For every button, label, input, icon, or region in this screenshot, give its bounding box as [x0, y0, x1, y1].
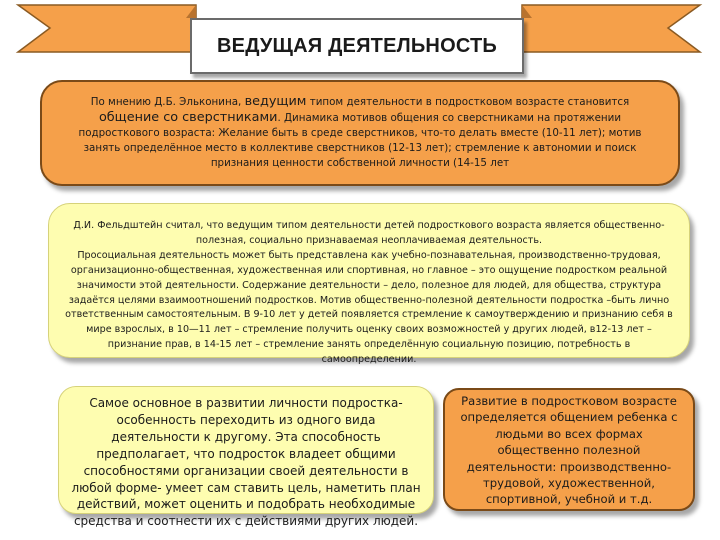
ribbon-right-tail [522, 5, 700, 52]
elkonin-emph-leading: ведущим [244, 94, 307, 109]
feldstein-para-1: Д.И. Фельдштейн считал, что ведущим типом деятельности детей подросткового возраста является общественно-полезная, социально признаваемая неоплачиваемая деятельность. [73, 220, 665, 246]
communication-box [443, 388, 695, 511]
ribbon-left-tail [18, 5, 196, 52]
page-title: ВЕДУЩАЯ ДЕЯТЕЛЬНОСТЬ [217, 34, 497, 57]
elkonin-text [62, 94, 658, 171]
elkonin-lead: По мнению Д.Б. Эльконина, [90, 96, 245, 108]
feldstein-box [48, 203, 690, 366]
elkonin-rest: . Динамика мотивов общения со сверстниками на протяжении подросткового возраста: Желание быть в среде сверстников, что-то делать вместе (10-11 лет); мотив занять определённое место в коллективе сверстников (12-13 лет); стремление к автономии и поиск признания ценности собственной личности (14-15 лет [78, 112, 642, 169]
title-banner [190, 18, 524, 74]
development-text: Самое основное в развитии личности подростка- особенность переходить из одного вида деятельности к другому. Эта способность предполагает, что подросток владеет общими способностями организации своей деятельности в любой форме- умеет сам ставить цель, наметить план действий, может оценить и подобрать необходимые средства и соотнести их с действиями других людей. [71, 396, 421, 529]
communication-text: Развитие в подростковом возрасте определяется общением ребенка с людьми во всех формах общественно полезной деятельности: производственно- трудовой, художественной, спортивной, учебной и т.д. [460, 394, 678, 507]
elkonin-emph-peers: общение со сверстниками [98, 110, 278, 125]
elkonin-box [40, 80, 680, 186]
elkonin-mid: типом деятельности в подростковом возрасте становится [306, 96, 630, 108]
development-box [58, 386, 434, 529]
feldstein-para-2: Просоциальная деятельность может быть представлена как учебно-познавательная, производственно-трудовая, организационно-общественная, художественная или спортивная, но главное – это ощущение подростком реальной значимости этой деятельности. Содержание деятельности – дело, полезное для людей, для общества, структура задаётся целями взаимоотношений подростков. Мотив общественно-полезной деятельности подростка –быть лично ответственным самостоятельным. В 9-10 лет у детей появляется стремление к самоутверждению и признанию себя в мире взрослых, в 10—11 лет – стремление получить оценку своих возможностей у других людей, в12-13 лет – признание прав, в 14-15 лет – стремление занять определённую социальную позицию, потребность в самоопределении. [65, 249, 673, 366]
